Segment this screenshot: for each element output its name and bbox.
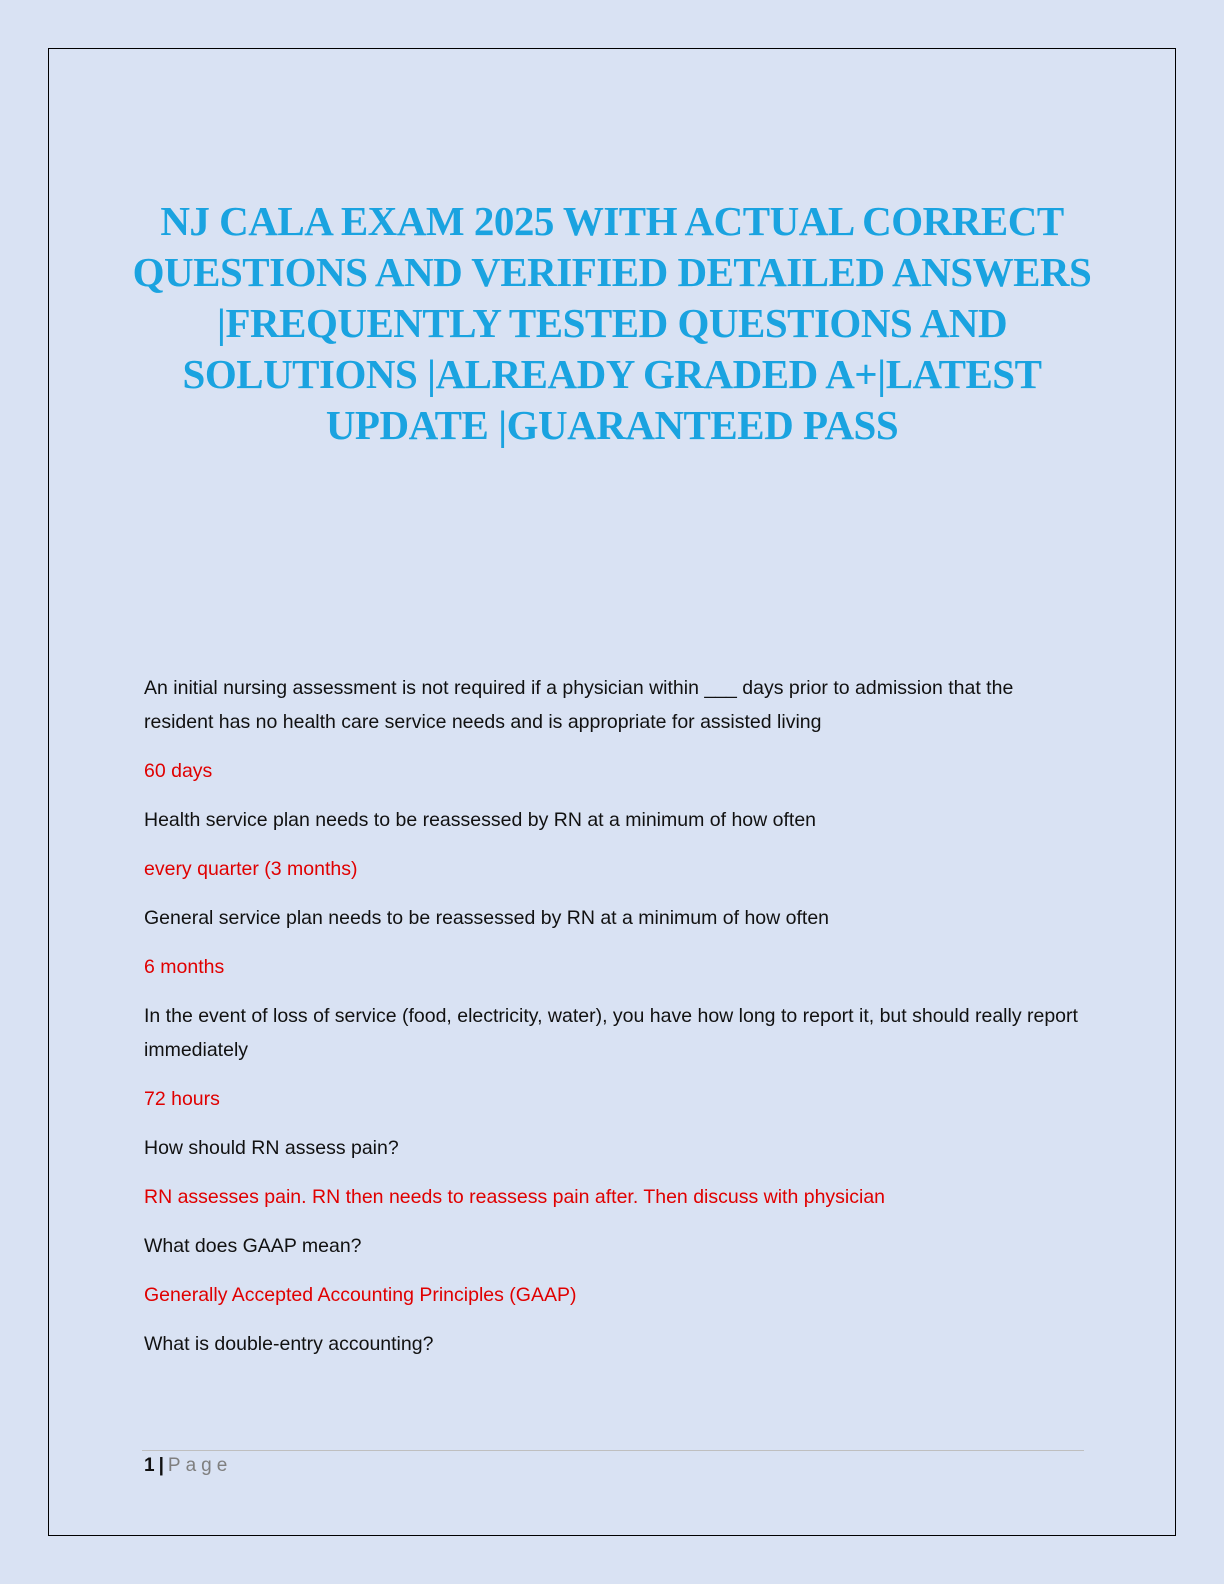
page-footer bbox=[144, 1452, 232, 1480]
question-text: How should RN assess pain? bbox=[144, 1137, 399, 1159]
question-text: What is double-entry accounting? bbox=[144, 1333, 434, 1355]
page-number: 1 bbox=[144, 1455, 155, 1476]
answer-text: RN assesses pain. RN then needs to reassess pain after. Then discuss with physician bbox=[144, 1186, 886, 1208]
question-text: In the event of loss of service (food, electricity, water), you have how long to report it, but should really report immediately bbox=[144, 1005, 1078, 1061]
document-title: NJ CALA EXAM 2025 WITH ACTUAL CORRECT QUESTIONS AND VERIFIED DETAILED ANSWERS |FREQUENTLY TESTED QUESTIONS AND SOLUTIONS |ALREADY GRADED A+|LATEST UPDATE |GUARANTEED PASS bbox=[132, 198, 1092, 448]
answer-text: 60 days bbox=[144, 760, 213, 782]
qa-list bbox=[144, 671, 1084, 1376]
footer-separator: | bbox=[158, 1455, 164, 1476]
answer-text: every quarter (3 months) bbox=[144, 858, 358, 880]
question-text: What does GAAP mean? bbox=[144, 1235, 362, 1257]
answer-text: 6 months bbox=[144, 956, 225, 978]
page-label: Page bbox=[167, 1455, 233, 1476]
footer-divider bbox=[142, 1450, 1084, 1451]
question-text: General service plan needs to be reassessed by RN at a minimum of how often bbox=[144, 907, 830, 929]
question-text: Health service plan needs to be reassessed by RN at a minimum of how often bbox=[144, 809, 817, 831]
answer-text: 72 hours bbox=[144, 1088, 220, 1110]
question-text: An initial nursing assessment is not required if a physician within ___ days prior to admission that the resident has no health care service needs and is appropriate for assisted living bbox=[144, 677, 1014, 733]
answer-text: Generally Accepted Accounting Principles (GAAP) bbox=[144, 1284, 577, 1306]
